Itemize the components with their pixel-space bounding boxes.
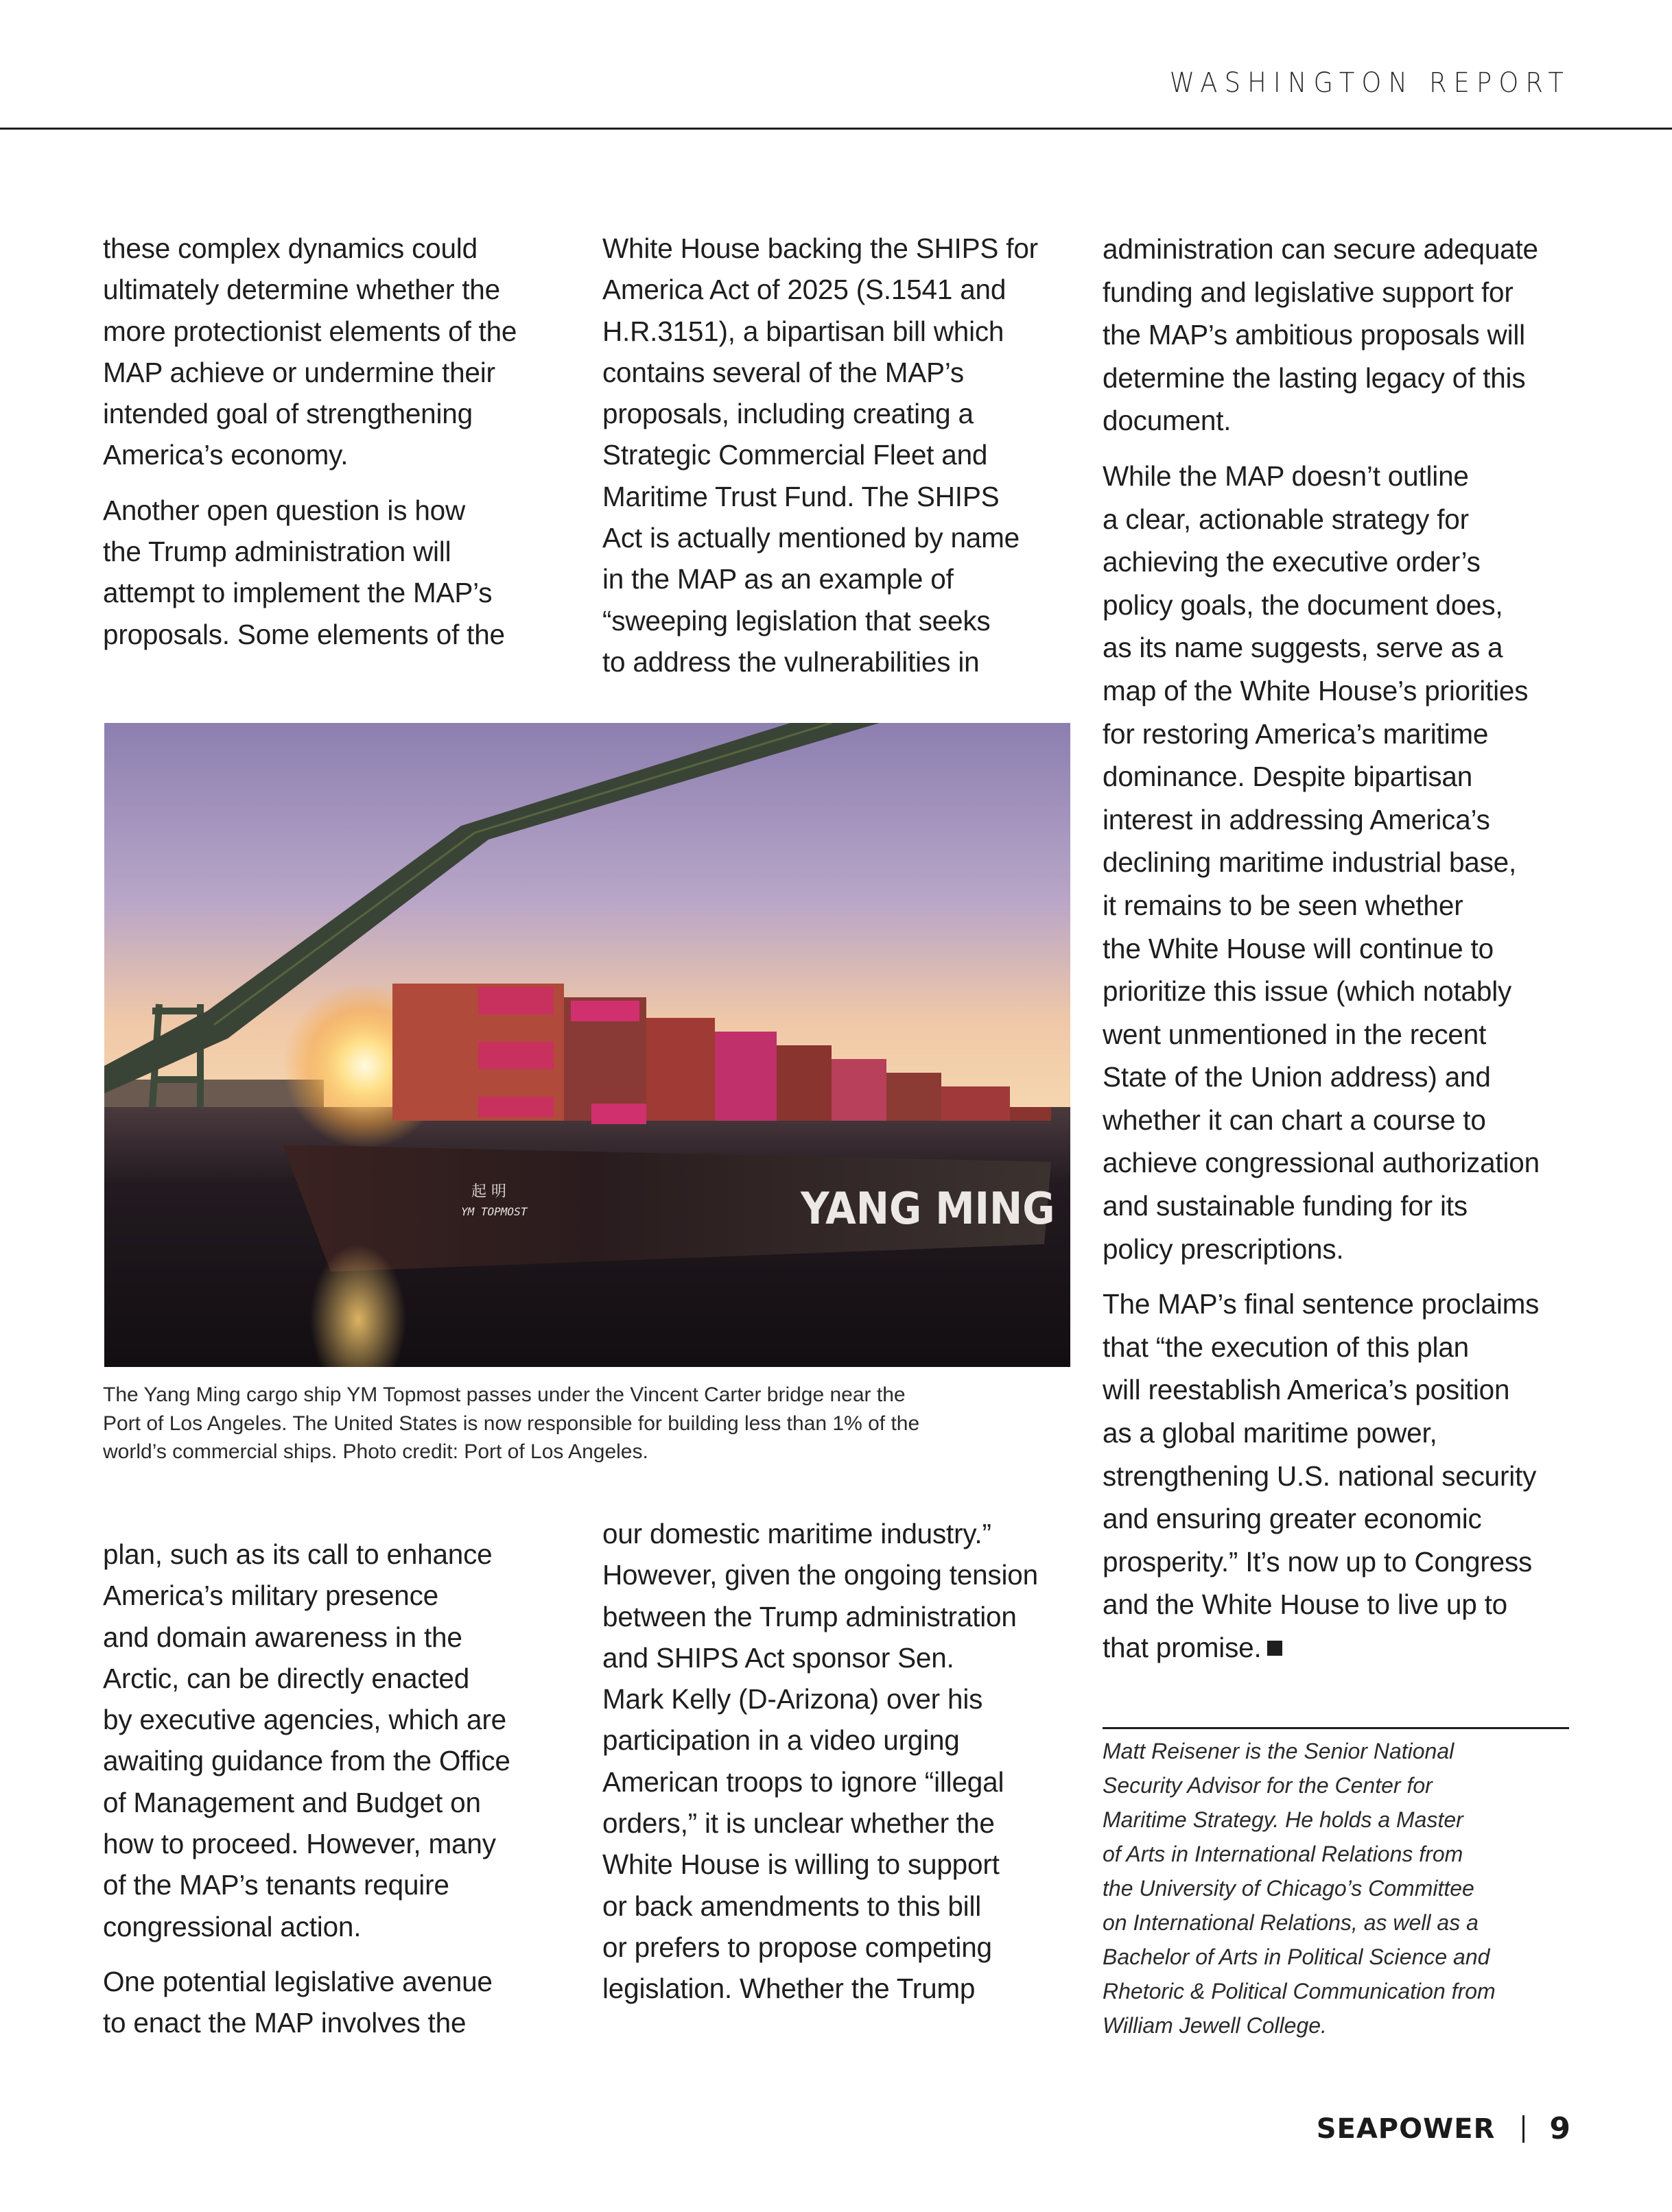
text-line: as its name suggests, serve as a bbox=[1103, 632, 1503, 664]
caption-line: Port of Los Angeles. The United States is now responsible for building less than 1% of the bbox=[103, 1412, 920, 1435]
text-line: and ensuring greater economic bbox=[1103, 1503, 1482, 1535]
text-line: between the Trump administration bbox=[602, 1600, 1017, 1632]
text-line: Arctic, can be directly enacted bbox=[103, 1662, 470, 1694]
bio-line: the University of Chicago’s Committee bbox=[1103, 1876, 1474, 1901]
column-2-top bbox=[602, 228, 1083, 696]
text-line: the MAP’s ambitious proposals will bbox=[1103, 319, 1525, 351]
text-line: dominance. Despite bipartisan bbox=[1103, 761, 1473, 793]
paragraph bbox=[1103, 228, 1583, 442]
text-line: awaiting guidance from the Office bbox=[103, 1745, 510, 1777]
text-line: prioritize this issue (which notably bbox=[1103, 975, 1512, 1008]
bio-line: Maritime Strategy. He holds a Master bbox=[1103, 1807, 1463, 1832]
bio-line: Security Advisor for the Center for bbox=[1103, 1773, 1433, 1798]
text-line: document. bbox=[1103, 405, 1232, 437]
text-line: One potential legislative avenue bbox=[103, 1965, 493, 1997]
text-line: State of the Union address) and bbox=[1103, 1061, 1491, 1093]
paragraph bbox=[103, 490, 569, 655]
text-line: The MAP’s final sentence proclaims bbox=[1103, 1288, 1540, 1320]
section-title: WASHINGTON REPORT bbox=[1169, 67, 1570, 99]
text-line: Maritime Trust Fund. The SHIPS bbox=[602, 480, 1000, 512]
text-line: ultimately determine whether the bbox=[103, 274, 500, 306]
ship-brand-text: YANG MING bbox=[801, 1183, 1055, 1235]
text-line: proposals, including creating a bbox=[602, 398, 974, 430]
text-line: for restoring America’s maritime bbox=[1103, 717, 1489, 750]
text-line: proposals. Some elements of the bbox=[103, 618, 505, 650]
text-line: administration can secure adequate bbox=[1103, 233, 1538, 265]
text-line: H.R.3151), a bipartisan bill which bbox=[602, 315, 1004, 347]
page-number: 9 bbox=[1549, 2111, 1570, 2146]
ship-name-cjk: 起 明 bbox=[471, 1183, 506, 1200]
paragraph bbox=[602, 1513, 1083, 2010]
text-line: interest in addressing America’s bbox=[1103, 803, 1490, 835]
text-line: American troops to ignore “illegal bbox=[602, 1765, 1004, 1798]
author-bio bbox=[1103, 1734, 1583, 2043]
text-line: map of the White House’s priorities bbox=[1103, 674, 1529, 706]
text-line: intended goal of strengthening bbox=[103, 398, 473, 430]
text-line: determine the lasting legacy of this bbox=[1103, 361, 1526, 394]
paragraph bbox=[103, 228, 569, 476]
text-line: congressional action. bbox=[103, 1910, 362, 1942]
text-line: whether it can chart a course to bbox=[1103, 1104, 1486, 1136]
text-line: However, given the ongoing tension bbox=[602, 1559, 1038, 1591]
text-line: to address the vulnerabilities in bbox=[602, 645, 980, 678]
text-line: to enact the MAP involves the bbox=[103, 2007, 467, 2039]
text-line: Strategic Commercial Fleet and bbox=[602, 439, 988, 471]
text-line: in the MAP as an example of bbox=[602, 563, 954, 595]
footer-separator bbox=[1522, 2115, 1524, 2143]
text-line: it remains to be seen whether bbox=[1103, 889, 1463, 921]
text-line: orders,” it is unclear whether the bbox=[602, 1807, 995, 1840]
text-line: and domain awareness in the bbox=[103, 1621, 462, 1653]
text-line: policy prescriptions. bbox=[1103, 1233, 1344, 1265]
text-line: Another open question is how bbox=[103, 494, 466, 526]
text-line: the White House will continue to bbox=[1103, 932, 1494, 964]
text-line: the Trump administration will bbox=[103, 536, 451, 568]
publication-name: SEAPOWER bbox=[1316, 2113, 1496, 2145]
text-line: our domestic maritime industry.” bbox=[602, 1518, 991, 1549]
bio-divider bbox=[1103, 1727, 1569, 1729]
text-line: While the MAP doesn’t outline bbox=[1103, 460, 1469, 492]
page-footer bbox=[1317, 2111, 1570, 2146]
text-line: prosperity.” It’s now up to Congress bbox=[1103, 1545, 1533, 1578]
text-line: of Management and Budget on bbox=[103, 1786, 481, 1818]
bio-line: on International Relations, as well as a bbox=[1103, 1910, 1479, 1935]
text-line: policy goals, the document does, bbox=[1103, 588, 1503, 621]
caption-line: The Yang Ming cargo ship YM Topmost passes under the Vincent Carter bridge near the bbox=[103, 1383, 906, 1406]
text-line: White House backing the SHIPS for bbox=[602, 233, 1038, 264]
text-line: White House is willing to support bbox=[602, 1848, 1000, 1881]
text-line: achieve congressional authorization bbox=[1103, 1147, 1540, 1179]
text-line: a clear, actionable strategy for bbox=[1103, 503, 1469, 535]
text-line: participation in a video urging bbox=[602, 1724, 960, 1757]
bio-line: of Arts in International Relations from bbox=[1103, 1842, 1463, 1866]
paragraph bbox=[1103, 455, 1583, 1270]
text-line: went unmentioned in the recent bbox=[1103, 1018, 1487, 1050]
text-line: Mark Kelly (D-Arizona) over his bbox=[602, 1683, 983, 1715]
ship-name-text: YM TOPMOST bbox=[461, 1205, 528, 1218]
column-1-top bbox=[103, 228, 569, 669]
text-line: plan, such as its call to enhance bbox=[103, 1538, 493, 1570]
column-2-bottom bbox=[602, 1513, 1083, 2023]
paragraph bbox=[1103, 1283, 1583, 1669]
text-line: more protectionist elements of the bbox=[103, 315, 517, 347]
text-line: MAP achieve or undermine their bbox=[103, 356, 495, 388]
text-line: funding and legislative support for bbox=[1103, 276, 1514, 308]
text-line: declining maritime industrial base, bbox=[1103, 846, 1517, 879]
text-line: strengthening U.S. national security bbox=[1103, 1460, 1537, 1492]
text-line: America’s economy. bbox=[103, 439, 349, 471]
text-line: that “the execution of this plan bbox=[1103, 1331, 1469, 1363]
text-line: America’s military presence bbox=[103, 1580, 439, 1612]
text-line: Act is actually mentioned by name bbox=[602, 522, 1020, 554]
column-3 bbox=[1103, 228, 1583, 1682]
photo-caption bbox=[103, 1381, 1077, 1466]
paragraph bbox=[103, 1961, 583, 2044]
column-1-bottom bbox=[103, 1534, 583, 2058]
text-line: “sweeping legislation that seeks bbox=[602, 604, 991, 637]
text-line: or prefers to propose competing bbox=[602, 1931, 992, 1963]
article-photo bbox=[104, 723, 1070, 1367]
caption-line: world’s commercial ships. Photo credit: Port of Los Angeles. bbox=[103, 1440, 648, 1463]
bio-line: William Jewell College. bbox=[1103, 2013, 1327, 2038]
text-line: that promise. bbox=[1103, 1632, 1262, 1663]
text-line: America Act of 2025 (S.1541 and bbox=[602, 274, 1006, 306]
bio-line: Rhetoric & Political Communication from bbox=[1103, 1979, 1496, 2003]
text-line: these complex dynamics could bbox=[103, 233, 478, 264]
text-line: how to proceed. However, many bbox=[103, 1828, 496, 1860]
header-divider bbox=[0, 128, 1672, 130]
bio-line: Bachelor of Arts in Political Science and bbox=[1103, 1945, 1490, 1969]
cargo-ship-photo bbox=[104, 723, 1070, 1367]
text-line: as a global maritime power, bbox=[1103, 1417, 1437, 1449]
text-line: and sustainable funding for its bbox=[1103, 1190, 1468, 1222]
text-line: will reestablish America’s position bbox=[1103, 1374, 1510, 1406]
paragraph bbox=[103, 1534, 583, 1947]
bio-line: Matt Reisener is the Senior National bbox=[1103, 1739, 1455, 1763]
text-line: contains several of the MAP’s bbox=[602, 356, 964, 388]
text-line: achieving the executive order’s bbox=[1103, 546, 1481, 578]
text-line: by executive agencies, which are bbox=[103, 1704, 506, 1736]
paragraph bbox=[602, 228, 1083, 682]
text-line: attempt to implement the MAP’s bbox=[103, 577, 493, 609]
text-line: and SHIPS Act sponsor Sen. bbox=[602, 1641, 954, 1674]
text-line: and the White House to live up to bbox=[1103, 1589, 1508, 1621]
text-line: of the MAP’s tenants require bbox=[103, 1869, 449, 1901]
end-of-article-square-icon bbox=[1267, 1641, 1282, 1656]
text-line: legislation. Whether the Trump bbox=[602, 1973, 976, 2005]
text-line: or back amendments to this bill bbox=[602, 1890, 982, 1922]
